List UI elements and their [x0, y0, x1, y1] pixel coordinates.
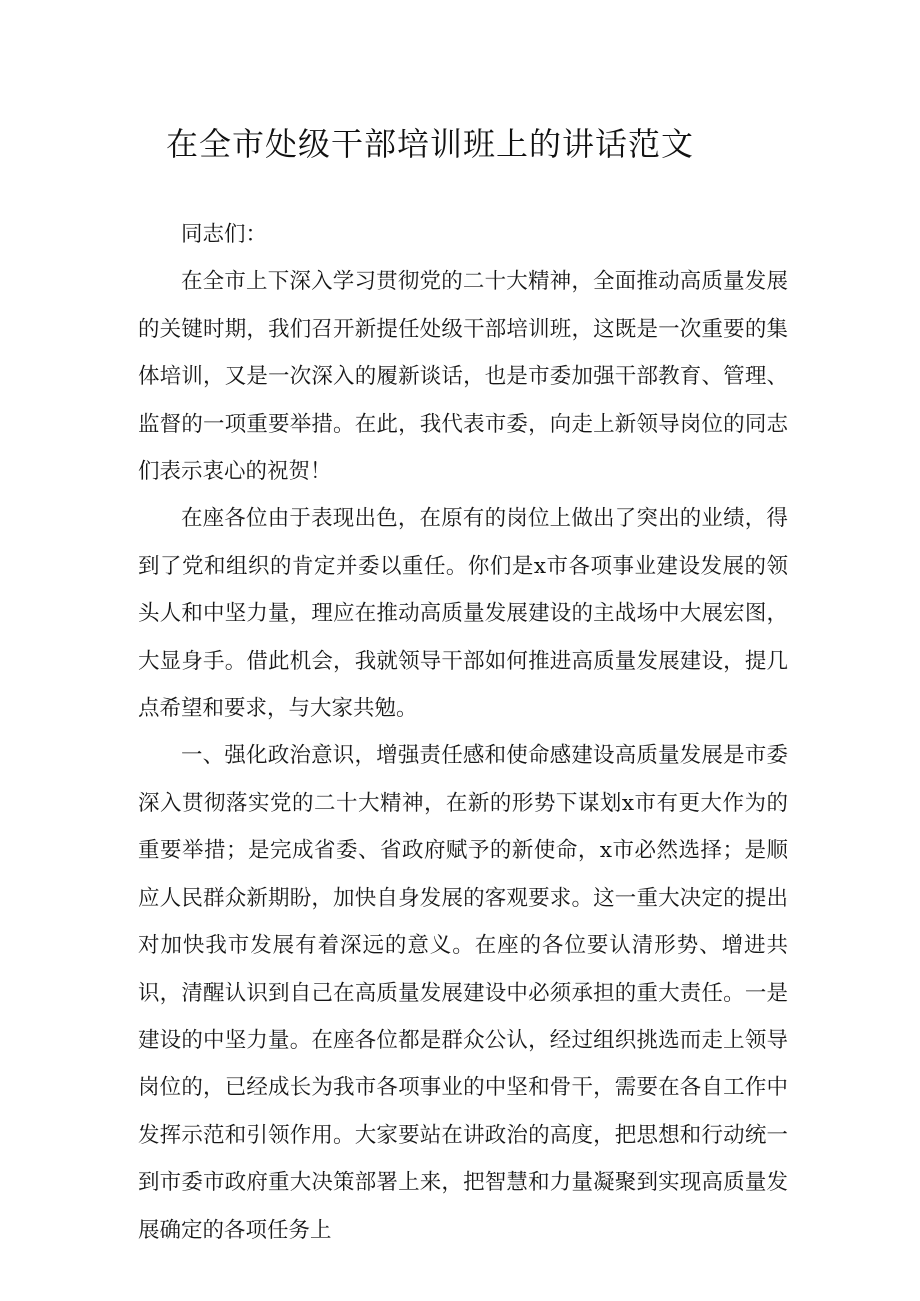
salutation-paragraph: 同志们：	[181, 222, 268, 247]
document-body	[138, 211, 788, 1254]
body-paragraph: 在全市上下深入学习贯彻党的二十大精神，全面推动高质量发展的关键时期，我们召开新提任处级干部培训班，这既是一次重要的集体培训，又是一次深入的履新谈话，也是市委加强干部教育、管理、监督的一项重要举措。在此，我代表市委，向走上新领导岗位的同志们表示衷心的祝贺！	[138, 269, 788, 485]
body-paragraph: 在座各位由于表现出色，在原有的岗位上做出了突出的业绩，得到了党和组织的肯定并委以重任。你们是x市各项事业建设发展的领头人和中坚力量，理应在推动高质量发展建设的主战场中大展宏图，大显身手。借此机会，我就领导干部如何推进高质量发展建设，提几点希望和要求，与大家共勉。	[138, 506, 788, 722]
document-title: 在全市处级干部培训班上的讲话范文	[165, 125, 694, 163]
body-paragraph: 一、强化政治意识，增强责任感和使命感建设高质量发展是市委深入贯彻落实党的二十大精神，在新的形势下谋划x市有更大作为的重要举措；是完成省委、省政府赋予的新使命，x市必然选择；是顺应人民群众新期盼，加快自身发展的客观要求。这一重大决定的提出对加快我市发展有着深远的意义。在座的各位要认清形势、增进共识，清醒认识到自己在高质量发展建设中必须承担的重大责任。一是建设的中坚力量。在座各位都是群众公认，经过组织挑选而走上领导岗位的，已经成长为我市各项事业的中坚和骨干，需要在各自工作中发挥示范和引领作用。大家要站在讲政治的高度，把思想和行动统一到市委市政府重大决策部署上来，把智慧和力量凝聚到实现高质量发展确定的各项任务上	[138, 743, 788, 1243]
